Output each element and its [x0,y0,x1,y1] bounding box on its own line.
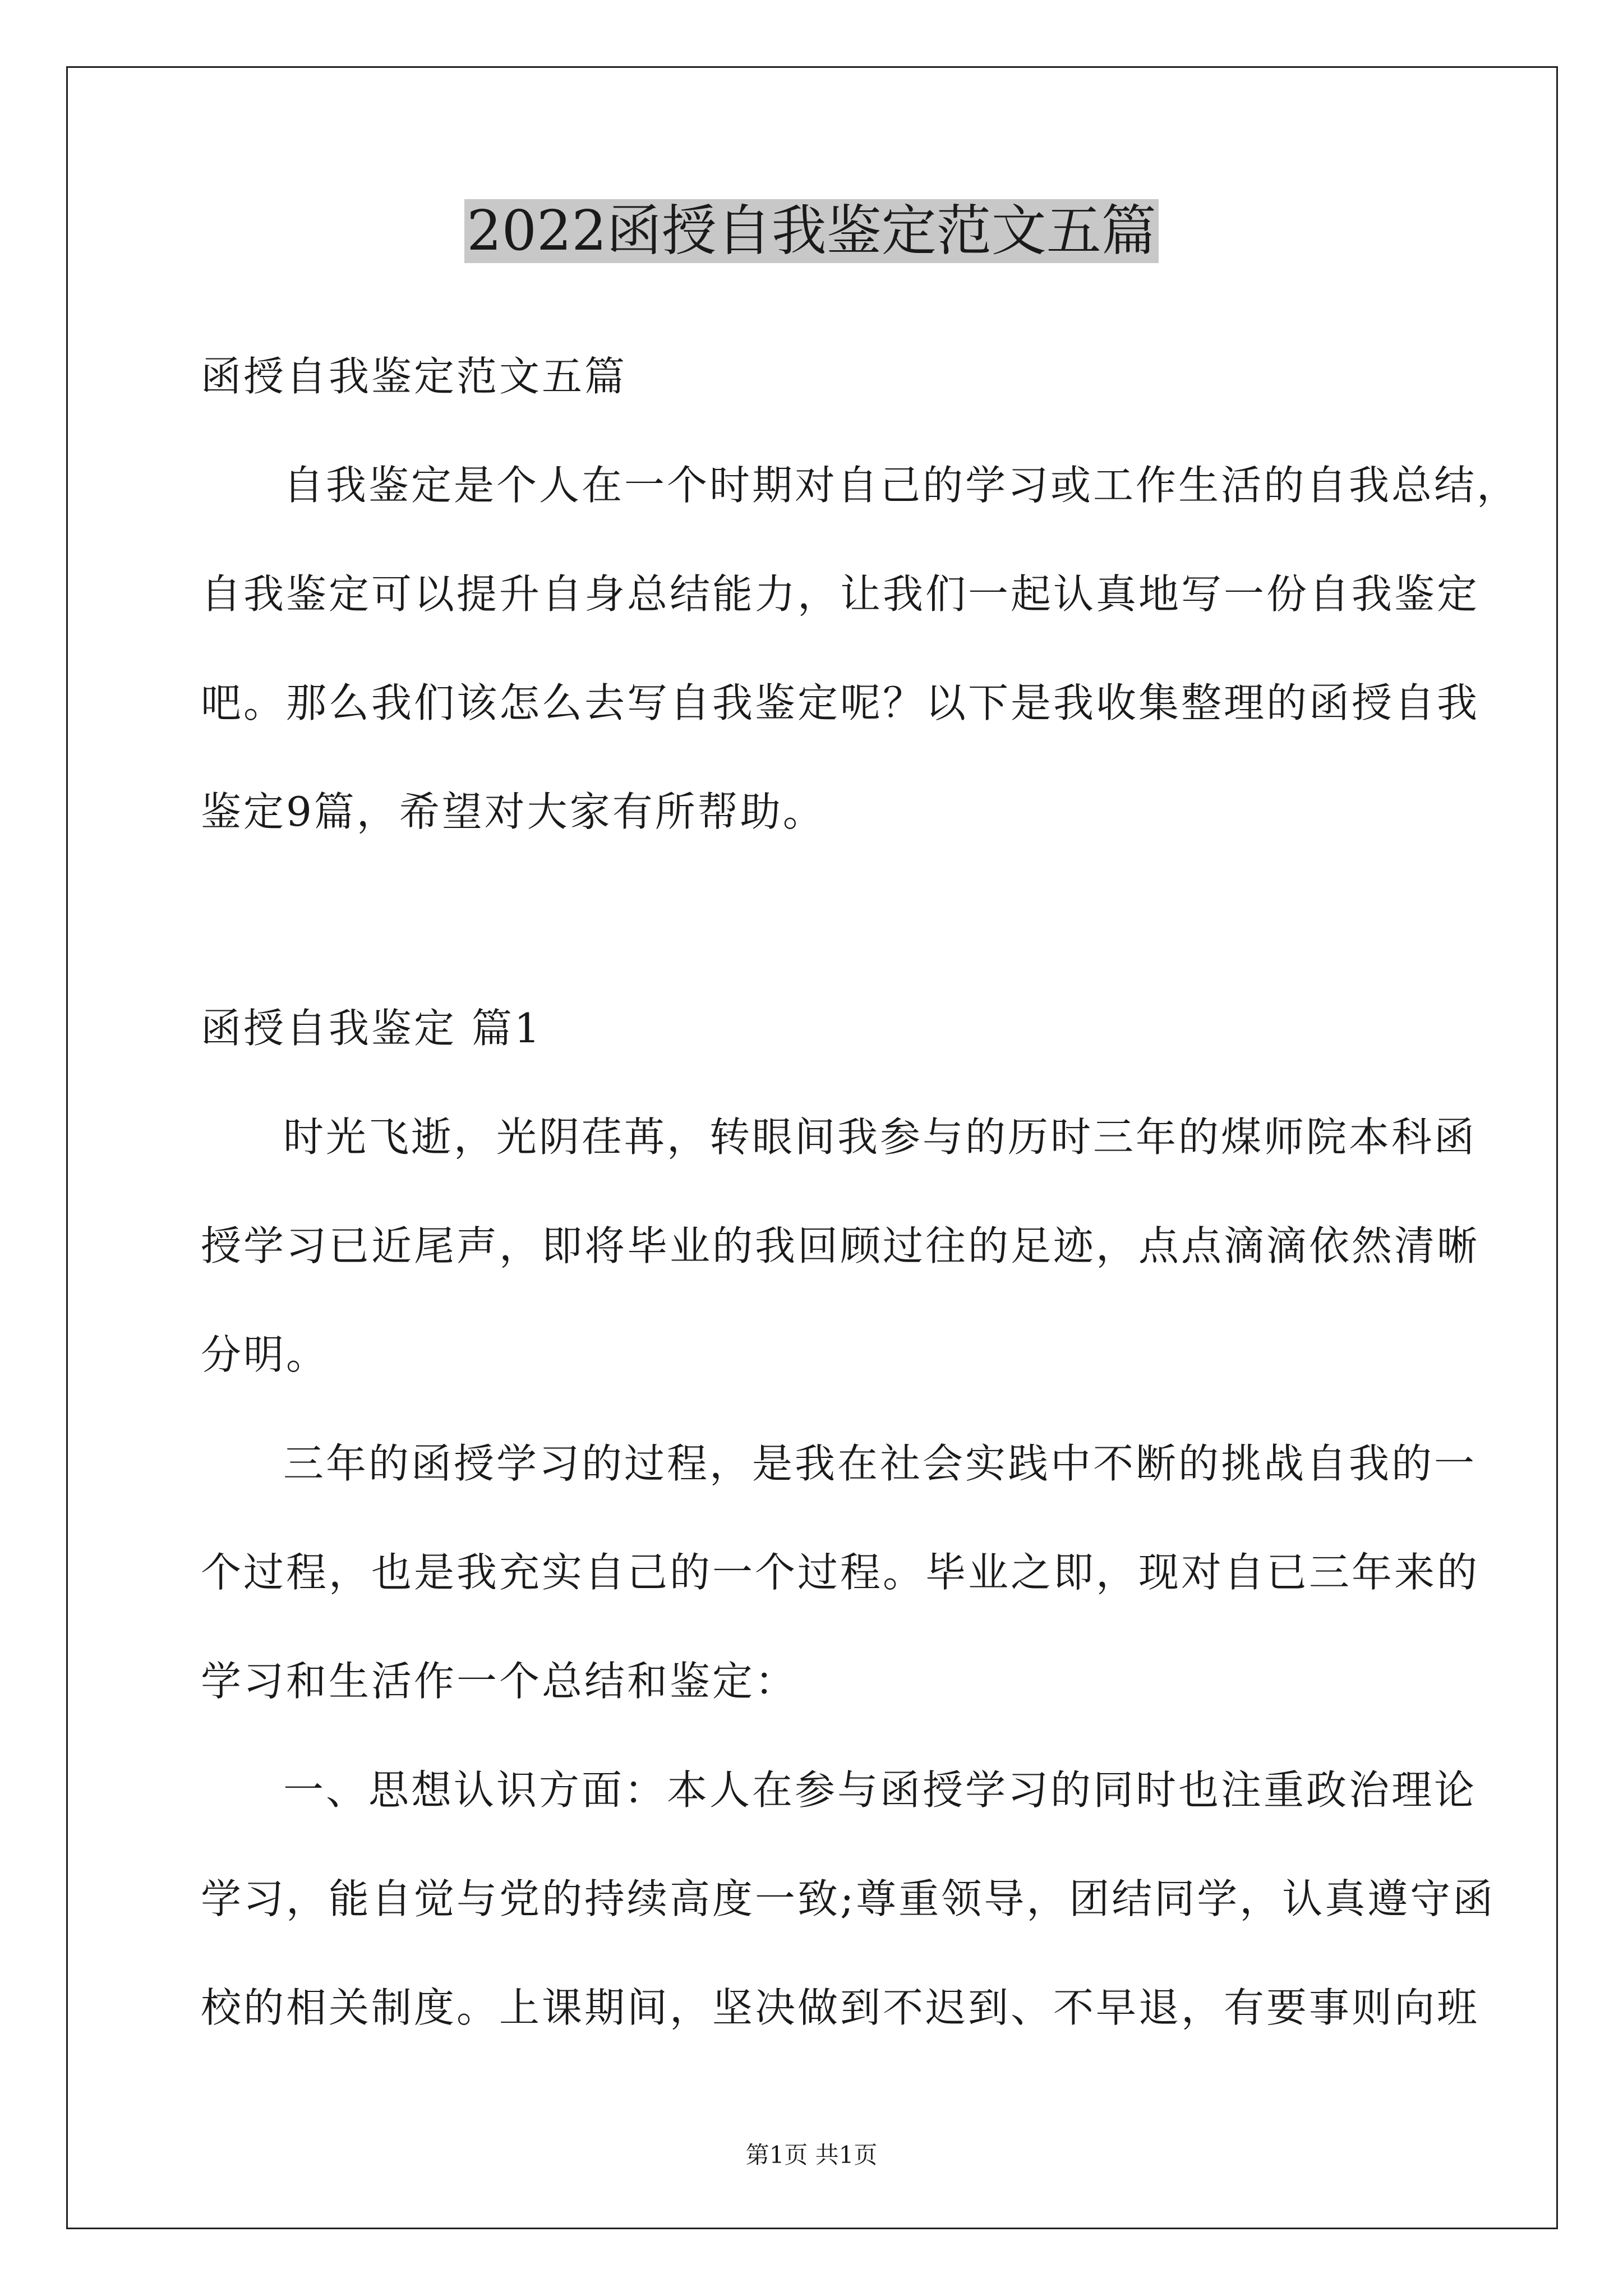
para2-line-3: 学习和生活作一个总结和鉴定： [201,1658,798,1705]
section-1-heading: 函授自我鉴定 篇1 [201,1005,542,1052]
intro-line-2: 自我鉴定可以提升自身总结能力，让我们一起认真地写一份自我鉴定 [201,570,1480,618]
para3-line-2: 学习，能自觉与党的持续高度一致;尊重领导，团结同学，认真遵守函 [201,1875,1496,1922]
para1-line-1: 时光飞逝，光阴荏苒，转眼间我参与的历时三年的煤师院本科函 [283,1114,1477,1161]
document-title-text: 2022函授自我鉴定范文五篇 [464,199,1158,263]
document-subtitle: 函授自我鉴定范文五篇 [201,353,628,400]
intro-line-1: 自我鉴定是个人在一个时期对自己的学习或工作生活的自我总结， [283,462,1520,509]
document-title [0,197,1623,265]
para1-line-2: 授学习已近尾声，即将毕业的我回顾过往的足迹，点点滴滴依然清晰 [201,1222,1480,1269]
para2-line-1: 三年的函授学习的过程，是我在社会实践中不断的挑战自我的一 [283,1440,1477,1487]
para3-line-3: 校的相关制度。上课期间，坚决做到不迟到、不早退，有要事则向班 [201,1984,1480,2031]
intro-line-4: 鉴定9篇，希望对大家有所帮助。 [201,788,826,835]
para1-line-3: 分明。 [201,1331,329,1378]
para3-line-1: 一、思想认识方面：本人在参与函授学习的同时也注重政治理论 [283,1766,1477,1814]
page-footer: 第1页 共1页 [745,2141,878,2169]
para2-line-2: 个过程，也是我充实自己的一个过程。毕业之即，现对自已三年来的 [201,1549,1480,1596]
intro-line-3: 吧。那么我们该怎么去写自我鉴定呢？以下是我收集整理的函授自我 [201,679,1480,726]
